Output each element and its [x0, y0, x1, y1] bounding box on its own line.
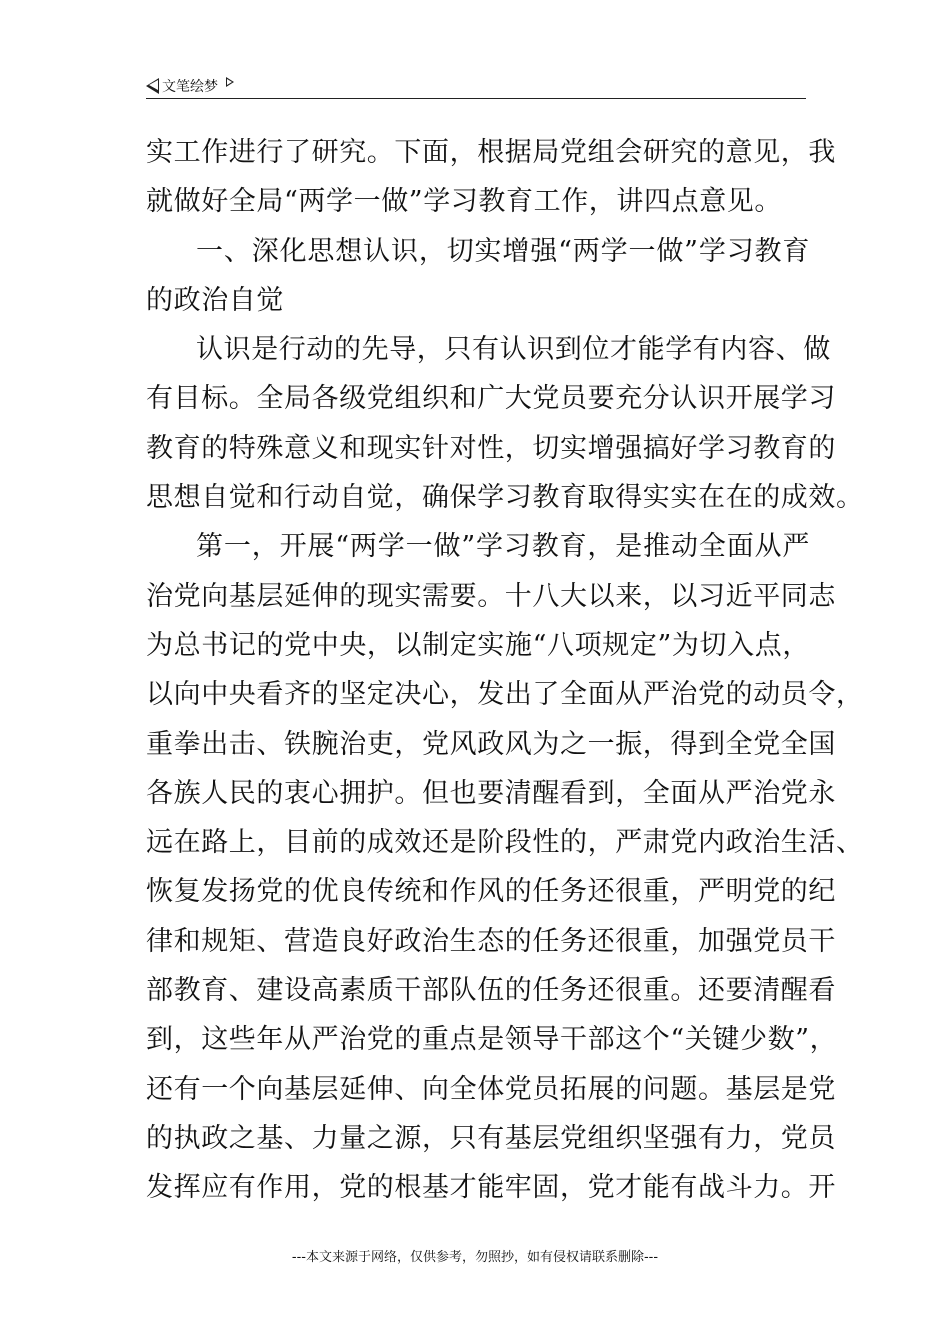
- text-line: 以向中央看齐的坚定决心，发出了全面从严治党的动员令，: [146, 679, 864, 711]
- header-brand: [146, 76, 234, 96]
- text-line: 教育的特殊意义和现实针对性，切实增强搞好学习教育的: [146, 432, 836, 464]
- triangle-right-icon: [226, 77, 234, 87]
- document-body: [146, 128, 864, 1213]
- text-line: 思想自觉和行动自觉，确保学习教育取得实实在在的成效。: [146, 482, 864, 514]
- text-line: 发挥应有作用，党的根基才能牢固，党才能有战斗力。开: [146, 1172, 836, 1204]
- text-line: 重拳出击、铁腕治吏，党风政风为之一振，得到全党全国: [146, 728, 836, 760]
- text-line: 认识是行动的先导，只有认识到位才能学有内容、做: [196, 334, 831, 366]
- text-line: 的执政之基、力量之源，只有基层党组织坚强有力，党员: [146, 1122, 836, 1154]
- text-line: 远在路上，目前的成效还是阶段性的，严肃党内政治生活、: [146, 827, 864, 859]
- section-heading-line: 的政治自觉: [146, 284, 284, 316]
- text-line: 律和规矩、营造良好政治生态的任务还很重，加强党员干: [146, 925, 836, 957]
- text-line: 各族人民的衷心拥护。但也要清醒看到，全面从严治党永: [146, 777, 836, 809]
- section-heading-line: 一、深化思想认识，切实增强“两学一做”学习教育: [196, 235, 810, 267]
- header-title: 文笔绘梦: [162, 79, 218, 95]
- page-header: [146, 70, 806, 99]
- text-line: 为总书记的党中央，以制定实施“八项规定”为切入点，: [146, 629, 810, 661]
- text-line: 第一，开展“两学一做”学习教育，是推动全面从严: [196, 531, 810, 563]
- text-line: 到，这些年从严治党的重点是领导干部这个“关键少数”，: [146, 1024, 838, 1056]
- text-line: 就做好全局“两学一做”学习教育工作，讲四点意见。: [146, 186, 783, 218]
- text-line: 还有一个向基层延伸、向全体党员拓展的问题。基层是党: [146, 1073, 836, 1105]
- text-line: 恢复发扬党的优良传统和作风的任务还很重，严明党的纪: [146, 876, 836, 908]
- page-footer-notice: ---本文来源于网络，仅供参考，勿照抄，如有侵权请联系删除---: [291, 1250, 659, 1265]
- triangle-left-icon: [146, 78, 159, 94]
- text-line: 治党向基层延伸的现实需要。十八大以来，以习近平同志: [146, 580, 836, 612]
- text-line: 实工作进行了研究。下面，根据局党组会研究的意见，我: [146, 137, 836, 168]
- text-line: 有目标。全局各级党组织和广大党员要充分认识开展学习: [146, 383, 836, 415]
- text-line: 部教育、建设高素质干部队伍的任务还很重。还要清醒看: [146, 975, 836, 1007]
